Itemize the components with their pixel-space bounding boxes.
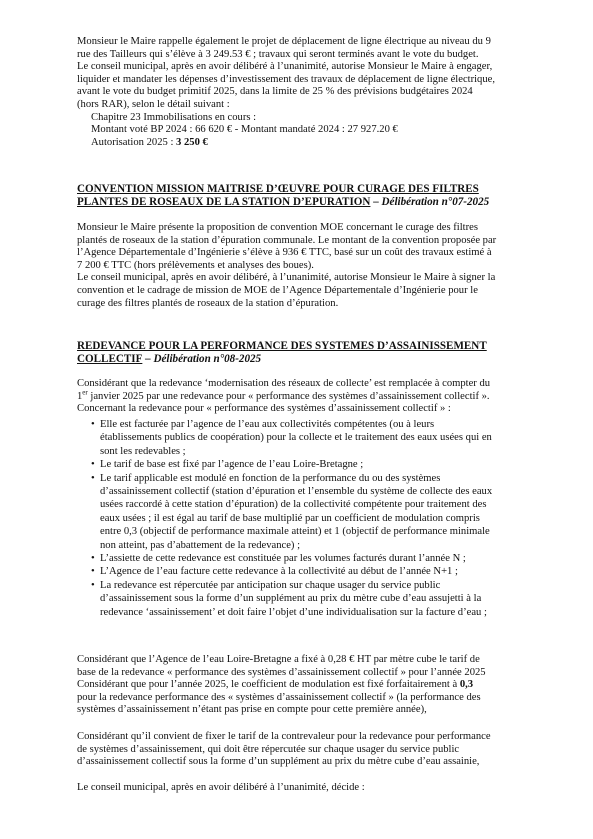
redevance-heading: [77, 340, 547, 366]
considerant-contrevaleur: Considérant qu’il convient de fixer le tarif de la contrevaleur pour la redevance pour performance de systèmes d’assainissement, qui doit être répercutée sur chaque usager du service public d’assainissement collectif sous la forme d’un supplément au prix du mètre cube d’eau assainie,: [77, 731, 491, 768]
text-line: convention et le cadrage de mission de MOE de l’Agence Départementale d’Ingénierie pour le: [77, 284, 478, 296]
autorisation-label: Autorisation 2025 :: [91, 136, 177, 148]
redevance-bullet-list: [91, 418, 541, 619]
intro-paragraph: [77, 36, 541, 149]
text-line: rue des Tailleurs qui s’élève à 3 249.53 € ; travaux qui seront terminés avant le vote du budget.: [77, 48, 479, 60]
text-line: (hors RAR), selon le détail suivant :: [77, 98, 230, 110]
list-item: • L’Agence de l’eau facture cette redevance à la collectivité au début de l’année N+1 ;: [91, 565, 541, 578]
redevance-intro: [77, 378, 541, 416]
decision-paragraph: Le conseil municipal, après en avoir délibéré à l’unanimité, décide :: [77, 782, 365, 793]
text-line: Le conseil municipal, après en avoir délibéré, à l’unanimité, autorise Monsieur le Maire à signer la: [77, 272, 496, 284]
autorisation-value: 3 250 €: [176, 136, 208, 148]
moe-title-line1: CONVENTION MISSION MAITRISE D’ŒUVRE POUR CURAGE DES FILTRES: [77, 183, 479, 195]
coefficient-value: 0,3: [459, 679, 474, 691]
text-line: plantés de roseaux de la station d’épuration communale. Le montant de la convention proposée par: [77, 234, 497, 246]
list-item: • Elle est facturée par l’agence de l’eau aux collectivités compétentes (ou à leurs établissements publics de coopération) pour la collecte et le traitement des eaux usées qui en sont les redevables ;: [91, 418, 541, 458]
chapitre-line: Chapitre 23 Immobilisations en cours :: [91, 111, 257, 123]
text-line: Monsieur le Maire rappelle également le projet de déplacement de ligne électrique au niveau du 9: [77, 36, 491, 47]
redevance-title-line1: REDEVANCE POUR LA PERFORMANCE DES SYSTEMES D’ASSAINISSEMENT: [77, 340, 487, 352]
considerant-tarif: Considérant que l’Agence de l’eau Loire-Bretagne a fixé à 0,28 € HT par mètre cube le tarif de base de la redevance « performance des systèmes d’assainissement collectif » pour l’année 2025 Considérant que pour l’année 2025, le coefficient de modulation est fixé forfaitairement à 0,3 pour la redevance performance des « systèmes d’assainissement collectif » (la performance des systèmes d’assainissement n’étant pas prise en compte pour cette première année),: [77, 654, 486, 716]
text-line: 1er janvier 2025 par une redevance pour « performance des systèmes d’assainissement collectif ».: [77, 388, 490, 402]
text-line: 7 200 € TTC (hors prélèvements et analyses des boues).: [77, 259, 314, 271]
redevance-deliberation: – Délibération n°08-2025: [142, 353, 262, 365]
text-line: Le conseil municipal, après en avoir délibéré à l’unanimité, autorise Monsieur le Maire à engager,: [77, 61, 493, 73]
text-line: Monsieur le Maire présente la proposition de convention MOE concernant le curage des filtres: [77, 222, 478, 233]
montant-line: Montant voté BP 2024 : 66 620 € - Montant mandaté 2024 : 27 927.20 €: [91, 124, 398, 136]
text-line: liquider et mandater les dépenses d’investissement des travaux de déplacement de ligne électrique,: [77, 73, 496, 85]
redevance-title-line2: COLLECTIF: [77, 353, 143, 365]
text-line: Considérant que la redevance ‘modernisation des réseaux de collecte’ est remplacée à compter du: [77, 378, 491, 389]
list-item: • Le tarif applicable est modulé en fonction de la performance du ou des systèmes d’assainissement collectif (station d’épuration et l’ensemble du système de collecte des eaux usées raccordé à cette station d’épuration) de la collectivité compétente pour traitement des eaux usées ; il est égal au tarif de base multiplié par un coefficient de modulation compris entre 0,3 (objectif de performance maximale atteint) et 1 (objectif de performance minimale non atteint, pas d’abattement de la redevance) ;: [91, 472, 541, 552]
moe-deliberation: – Délibération n°07-2025: [370, 196, 490, 208]
text-line: Concernant la redevance pour « performance des systèmes d’assainissement collectif » :: [77, 403, 451, 415]
list-item: • Le tarif de base est fixé par l’agence de l’eau Loire-Bretagne ;: [91, 458, 541, 471]
moe-body: [77, 222, 541, 310]
moe-title-line2: PLANTES DE ROSEAUX DE LA STATION D’EPURATION: [77, 196, 371, 208]
list-item: • La redevance est répercutée par anticipation sur chaque usager du service public d’assainissement sous la forme d’un supplément au prix du mètre cube d’eau assujetti à la redevance ‘assainissement’ et doit faire l’objet d’une individualisation sur la facture d’eau ;: [91, 579, 541, 619]
text-line: l’Agence Départementale d’Ingénierie s’élève à 936 € TTC, basé sur un coût des travaux estimé à: [77, 247, 492, 259]
text-line: curage des filtres plantés de roseaux de la station d’épuration.: [77, 297, 339, 309]
autorisation-line: [77, 137, 541, 150]
list-item: • L’assiette de cette redevance est constituée par les volumes facturés durant l’année N ;: [91, 552, 541, 565]
text-line: avant le vote du budget primitif 2025, dans la limite de 25 % des prévisions budgétaires 2024: [77, 86, 473, 98]
moe-heading: [77, 183, 547, 209]
